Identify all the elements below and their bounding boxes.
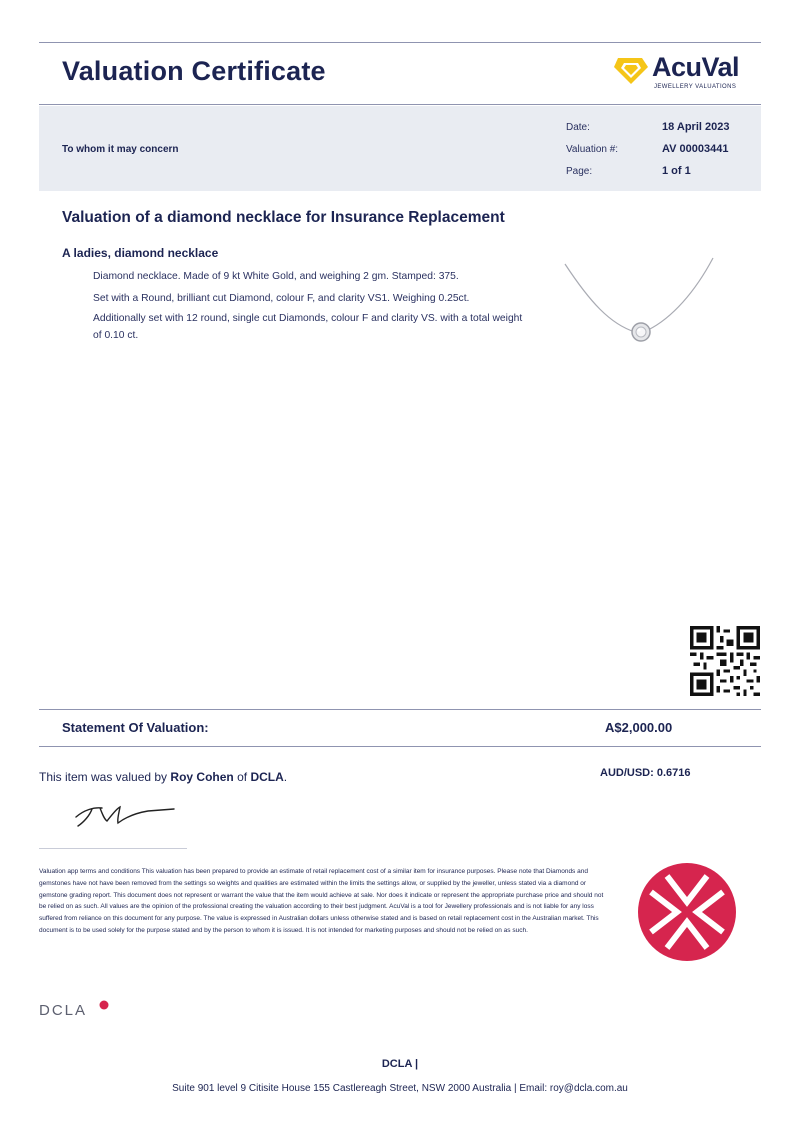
statement-bottom-divider: [39, 746, 761, 747]
signature: [70, 795, 180, 835]
acuval-diamond-icon: [612, 52, 652, 86]
page-title: Valuation Certificate: [62, 56, 326, 86]
exchange-rate: AUD/USD: 0.6716: [600, 767, 691, 779]
dcla-logo: [39, 1000, 119, 1022]
item-description-line: Additionally set with 12 round, single cut Diamonds, colour F and clarity VS. with a total weight of 0.10 ct.: [93, 313, 523, 341]
valuer-of: of: [237, 770, 248, 784]
valuer-prefix: This item was valued by: [39, 770, 168, 784]
acuval-tagline: JEWELLERY VALUATIONS: [654, 84, 737, 90]
valuer-suffix: .: [283, 770, 288, 784]
valuer-name: Roy Cohen: [170, 770, 234, 784]
page-label: Page:: [566, 166, 593, 177]
top-divider: [39, 42, 761, 43]
dcla-emblem: [637, 862, 737, 962]
footer-address: Suite 901 level 9 Citisite House 155 Castlereagh Street, NSW 2000 Australia | Email: roy@dcla.com.au: [172, 1083, 628, 1094]
valuation-number-value: AV 00003441: [662, 143, 729, 155]
valuer-org: DCLA: [250, 770, 284, 784]
qr-code[interactable]: [690, 626, 760, 696]
acuval-wordmark: AcuVal: [652, 52, 740, 82]
header-divider: [39, 104, 761, 105]
date-label: Date:: [566, 122, 590, 133]
statement-label: Statement Of Valuation:: [62, 720, 209, 735]
addressee: To whom it may concern: [62, 144, 179, 155]
statement-value: A$2,000.00: [605, 720, 673, 735]
item-subheading: A ladies, diamond necklace: [62, 246, 219, 260]
acuval-logo: [612, 52, 762, 98]
valuation-number-label: Valuation #:: [566, 144, 619, 155]
statement-top-divider: [39, 709, 761, 710]
terms-and-conditions: Valuation app terms and conditions This valuation has been prepared to provide an estimate of retail replacement cost of a similar item for insurance purposes. Please note that Diamonds and gemstones have not have been removed from the settings so weights and qualities are estimated within the limits the settings allow, or supplied by the jeweller, unless stated via a diamond or gemstone grading report. This document does not represent or warrant the value that the item would achieve at sale. Nor does it indicate or represent the appropriate purchase price and should not be relied on as such. All values are the opinion of the professional creating the valuation according to their best judgment. AcuVal is a tool for Jewellery professionals and is not liable for any loss suffered from reliance on this document for any purpose. The value is expressed in Australian dollars unless otherwise stated and is based on retail replacement cost in the Australian market. This document is to be used solely for the purpose stated and by the person to whom it is issued. It is not intended for marketing purposes and should not be relied on as such.: [39, 868, 604, 934]
valuer-line: [39, 770, 287, 784]
dcla-logo-mark-icon: [99, 1000, 109, 1010]
footer-company: DCLA |: [381, 1058, 419, 1070]
item-description-line: Diamond necklace. Made of 9 kt White Gold, and weighing 2 gm. Stamped: 375.: [93, 271, 459, 282]
signature-line: [39, 848, 187, 849]
dcla-logo-text: DCLA: [39, 1002, 88, 1019]
item-heading: Valuation of a diamond necklace for Insurance Replacement: [62, 209, 505, 226]
item-description-line: Set with a Round, brilliant cut Diamond, colour F, and clarity VS1. Weighing 0.25ct.: [93, 293, 470, 304]
necklace-photo: [560, 252, 720, 362]
date-value: 18 April 2023: [662, 121, 730, 133]
page-value: 1 of 1: [662, 165, 691, 177]
